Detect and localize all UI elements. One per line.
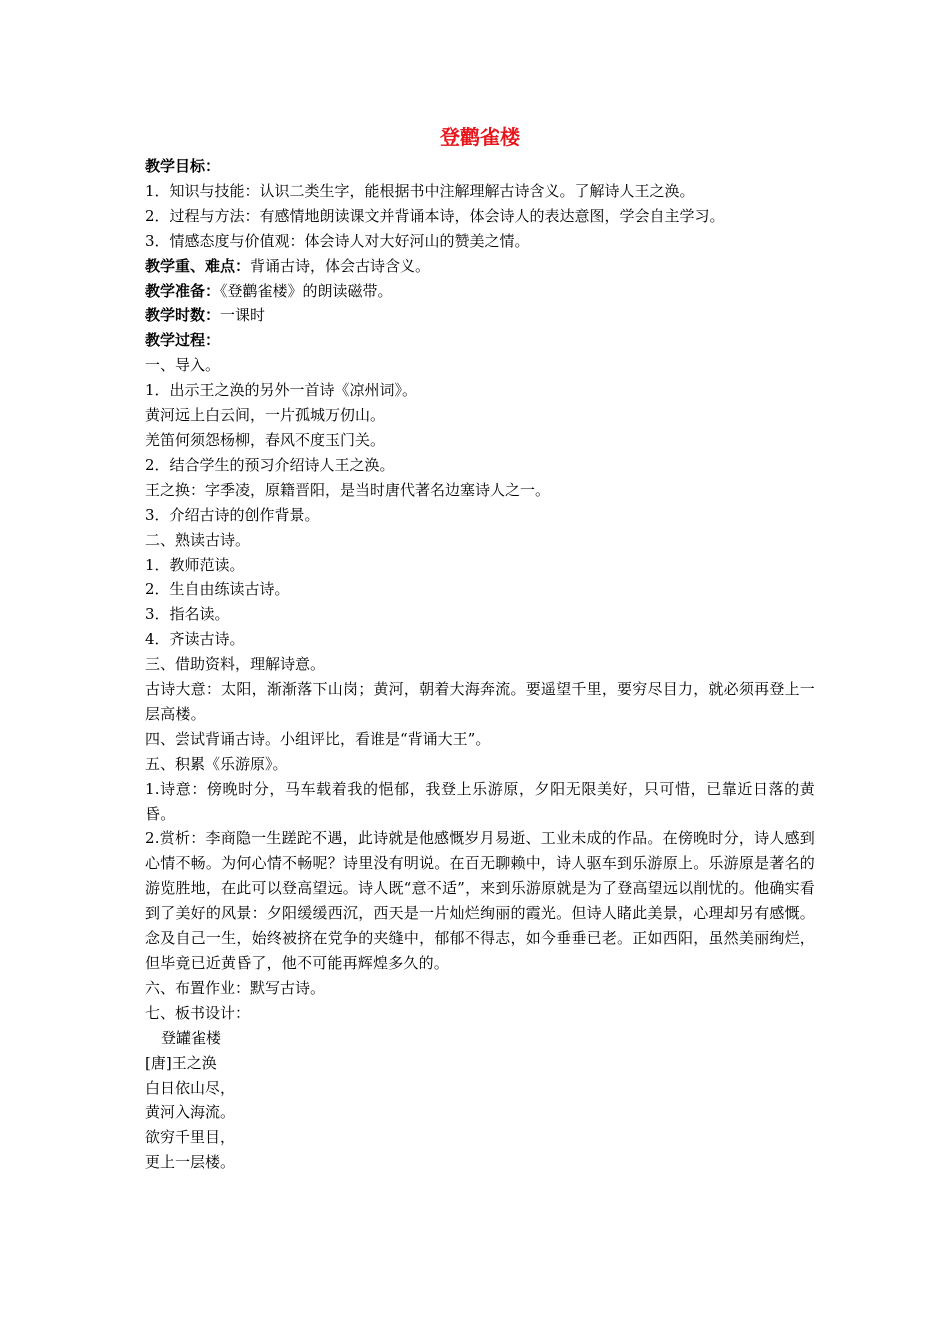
poem-meaning-paragraph: 古诗大意：太阳，渐渐落下山岗；黄河，朝着大海奔流。要遥望千里，要穷尽目力，就必须再登上一层高楼。 — [145, 680, 815, 723]
process-line: 4．齐读古诗。 — [145, 630, 245, 649]
objective-item: 3．情感态度与价值观：体会诗人对大好河山的赞美之情。 — [145, 231, 530, 250]
board-author: [唐]王之涣 — [145, 1053, 217, 1072]
process-line: 3．介绍古诗的创作背景。 — [145, 505, 320, 524]
key-points-value: 背诵古诗，体会古诗含义。 — [250, 256, 431, 275]
board-poem-line: 欲穷千里目， — [145, 1128, 236, 1147]
board-poem-line: 黄河入海流。 — [145, 1103, 236, 1122]
key-points-label: 教学重、难点： — [145, 256, 251, 275]
board-poem-line: 白日依山尽， — [145, 1078, 236, 1097]
process-step-4: 四、尝试背诵古诗。小组评比，看谁是“背诵大王”。 — [145, 729, 491, 748]
key-points-line — [145, 254, 815, 279]
process-line: 3．指名读。 — [145, 605, 230, 624]
board-poem-line: 更上一层楼。 — [145, 1153, 236, 1172]
board-title: 登罐雀楼 — [161, 1028, 222, 1047]
process-line: 三、借助资料，理解诗意。 — [145, 655, 326, 674]
process-line: 二、熟读古诗。 — [145, 530, 251, 549]
duration-line — [145, 303, 815, 328]
process-line: 黄河远上白云间，一片孤城万仞山。 — [145, 406, 386, 425]
objective-item: 1．知识与技能：认识二类生字，能根据书中注解理解古诗含义。了解诗人王之涣。 — [145, 181, 695, 200]
preparation-line — [145, 279, 815, 304]
preparation-value: 《登鹳雀楼》的朗读磁带。 — [220, 281, 393, 300]
process-step-5: 五、积累《乐游原》。 — [145, 754, 288, 773]
duration-label: 教学时数： — [145, 306, 221, 325]
process-line: 一、导入。 — [145, 356, 221, 375]
leyouyuan-meaning-paragraph: 1.诗意：傍晚时分，马车载着我的悒郁，我登上乐游原，夕阳无限美好，只可惜，已靠近日落的黄昏。 — [145, 779, 815, 823]
process-line: 2．生自由练读古诗。 — [145, 580, 290, 599]
process-line: 羌笛何须怨杨柳，春风不度玉门关。 — [145, 430, 386, 449]
process-line: 王之换：字季凌，原籍晋阳，是当时唐代著名边塞诗人之一。 — [145, 480, 551, 499]
process-line: 2．结合学生的预习介绍诗人王之涣。 — [145, 455, 395, 474]
preparation-label: 教学准备： — [145, 281, 221, 300]
document-page — [145, 120, 815, 1175]
objectives-heading: 教学目标： — [145, 157, 221, 175]
appreciation-paragraph: 2.赏析：李商隐一生蹉跎不遇，此诗就是他感慨岁月易逝、工业未成的作品。在傍晚时分，诗人感到心情不畅。为何心情不畅呢？诗里没有明说。在百无聊赖中，诗人驱车到乐游原上。乐游原是著名的游览胜地，在此可以登高望远。诗人既“意不适”，来到乐游原就是为了登高望远以削忧的。他确实看到了美好的风景：夕阳缓缓西沉，西天是一片灿烂绚丽的霞光。但诗人睹此美景，心理却另有感慨。念及自己一生，始终被挤在党争的夹缝中，郁郁不得志，如今垂垂已老。正如西阳，虽然美丽绚烂，但毕竟已近黄昏了，他不可能再辉煌多久的。 — [145, 829, 815, 972]
process-heading: 教学过程： — [145, 331, 221, 350]
process-line: 1．教师范读。 — [145, 555, 245, 574]
process-line: 1．出示王之涣的另外一首诗《凉州词》。 — [145, 381, 418, 400]
duration-value: 一课时 — [220, 306, 266, 325]
document-title: 登鹳雀楼 — [440, 125, 520, 149]
process-step-7: 七、板书设计： — [145, 1003, 251, 1022]
process-step-6: 六、布置作业：默写古诗。 — [145, 978, 326, 997]
objective-item: 2．过程与方法：有感情地朗读课文并背诵本诗，体会诗人的表达意图，学会自主学习。 — [145, 206, 725, 225]
